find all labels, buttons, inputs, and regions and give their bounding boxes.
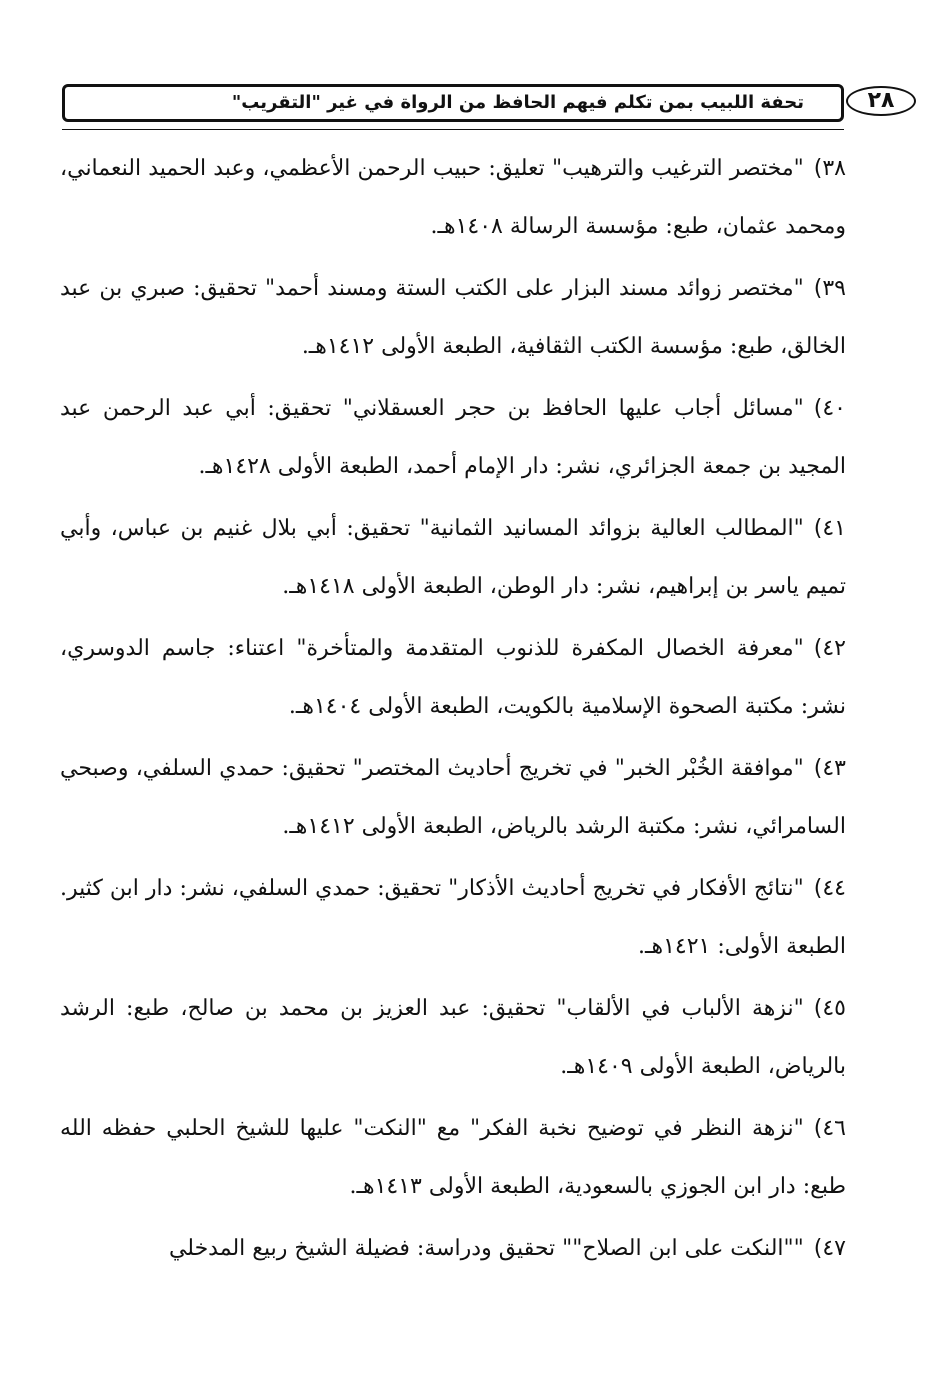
entry-number: ٤٥) [813, 996, 846, 1021]
page-number: ٢٨ [846, 86, 916, 116]
running-title: تحفة اللبيب بمن تكلم فيهم الحافظ من الرواة في غير "التقريب" [231, 92, 804, 113]
entry-text: ""النكت على ابن الصلاح"" تحقيق ودراسة: فضيلة الشيخ ربيع المدخلي [168, 1236, 804, 1261]
entry-number: ٤١) [813, 516, 846, 541]
entry-text: "مسائل أجاب عليها الحافظ بن حجر العسقلاني" تحقيق: أبي عبد الرحمن عبد المجيد بن جمعة الجزائري، نشر: دار الإمام أحمد، الطبعة الأولى ١٤٢٨هـ. [60, 396, 846, 479]
bibliography-entry-40 [60, 380, 846, 496]
header-underline [62, 129, 844, 130]
entry-text: "المطالب العالية بزوائد المسانيد الثمانية" تحقيق: أبي بلال غنيم بن عباس، وأبي تميم ياسر بن إبراهيم، نشر: دار الوطن، الطبعة الأولى ١٤١٨هـ. [60, 516, 846, 599]
bibliography-entry-46 [60, 1100, 846, 1216]
entry-number: ٣٨) [813, 156, 846, 181]
bibliography-entry-38 [60, 140, 846, 256]
entry-number: ٤٢) [813, 636, 846, 661]
bibliography-entry-47 [60, 1220, 846, 1278]
entry-number: ٤٠) [813, 396, 846, 421]
entry-number: ٣٩) [813, 276, 846, 301]
entry-text: "مختصر زوائد مسند البزار على الكتب الستة ومسند أحمد" تحقيق: صبري بن عبد الخالق، طبع: مؤسسة الكتب الثقافية، الطبعة الأولى ١٤١٢هـ. [60, 276, 846, 359]
entry-text: "مختصر الترغيب والترهيب" تعليق: حبيب الرحمن الأعظمي، وعبد الحميد النعماني، ومحمد عثمان، طبع: مؤسسة الرسالة ١٤٠٨هـ. [60, 156, 846, 239]
entry-text: "موافقة الخُبْر الخبر" في تخريج أحاديث المختصر" تحقيق: حمدي السلفي، وصبحي السامرائي، نشر: مكتبة الرشد بالرياض، الطبعة الأولى ١٤١٢هـ. [60, 756, 846, 839]
bibliography-entry-43 [60, 740, 846, 856]
bibliography-entry-42 [60, 620, 846, 736]
bibliography-entry-45 [60, 980, 846, 1096]
bibliography-entry-41 [60, 500, 846, 616]
entry-text: "نتائج الأفكار في تخريج أحاديث الأذكار" تحقيق: حمدي السلفي، نشر: دار ابن كثير. الطبعة الأولى: ١٤٢١هـ. [60, 876, 846, 959]
entry-number: ٤٧) [813, 1236, 846, 1261]
entry-number: ٤٣) [813, 756, 846, 781]
bibliography-entry-44 [60, 860, 846, 976]
entry-number: ٤٤) [813, 876, 846, 901]
entry-text: "نزهة النظر في توضيح نخبة الفكر" مع "النكت" عليها للشيخ الحلبي حفظه الله طبع: دار ابن الجوزي بالسعودية، الطبعة الأولى ١٤١٣هـ. [60, 1116, 846, 1199]
entry-text: "معرفة الخصال المكفرة للذنوب المتقدمة والمتأخرة" اعتناء: جاسم الدوسري، نشر: مكتبة الصحوة الإسلامية بالكويت، الطبعة الأولى ١٤٠٤هـ. [60, 636, 846, 719]
entry-number: ٤٦) [813, 1116, 846, 1141]
bibliography-entry-39 [60, 260, 846, 376]
bibliography-list [60, 140, 846, 1282]
entry-text: "نزهة الألباب في الألقاب" تحقيق: عبد العزيز بن محمد بن صالح، طبع: الرشد بالرياض، الطبعة الأولى ١٤٠٩هـ. [60, 996, 846, 1079]
